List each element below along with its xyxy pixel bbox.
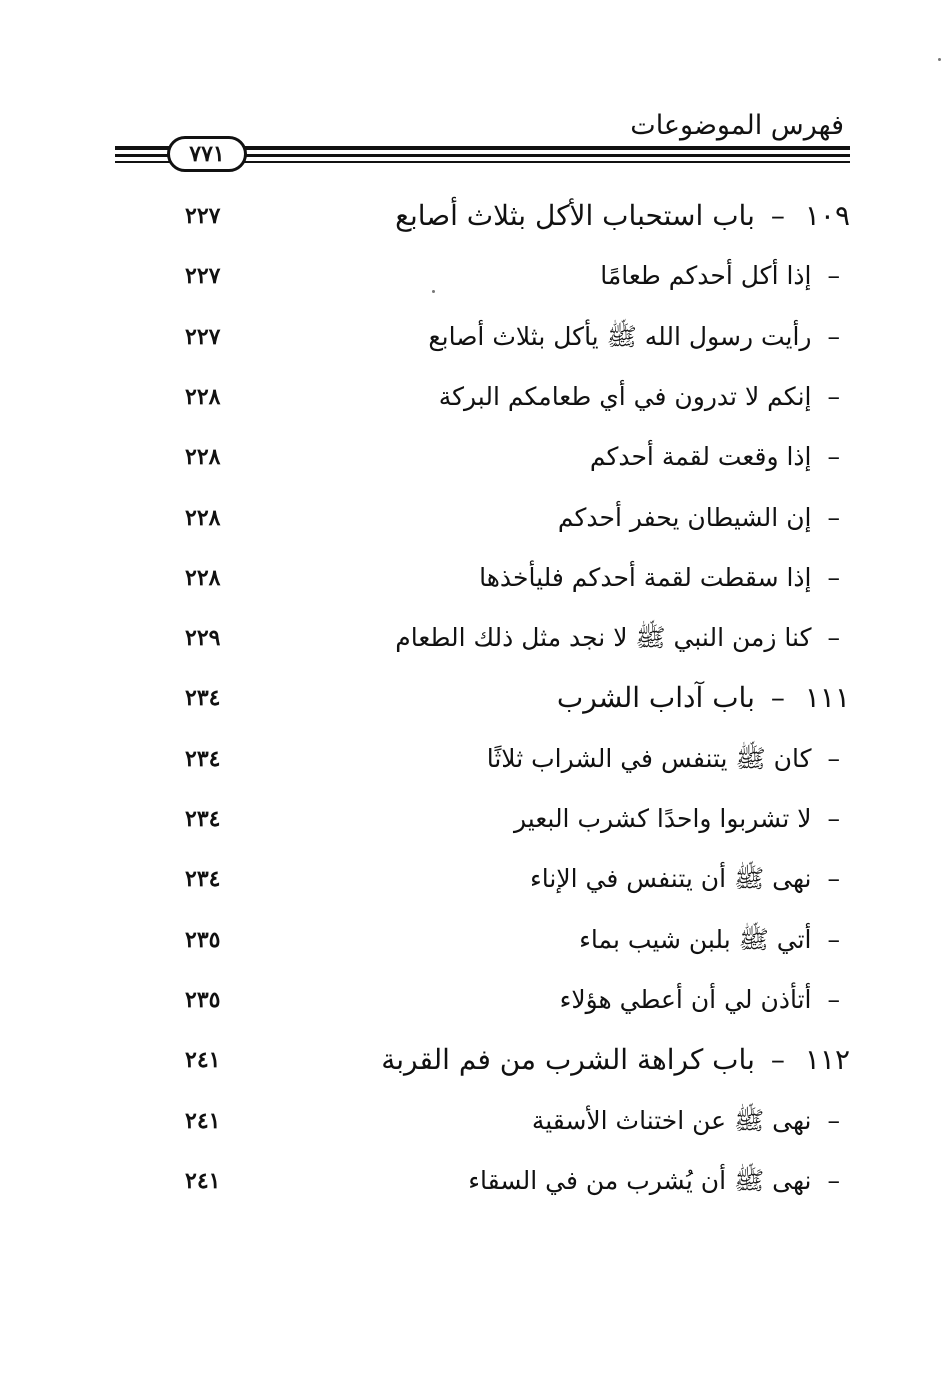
item-title: إن الشيطان يحفر أحدكم	[557, 503, 812, 532]
toc-entry-text	[487, 739, 850, 779]
entry-page-number: ٢٣٤	[185, 806, 221, 832]
toc-entry-text	[600, 256, 850, 296]
entry-page-number: ٢٣٤	[185, 746, 221, 772]
chapter-number: ١١٢	[804, 1043, 850, 1076]
entry-page-number: ٢٣٥	[185, 987, 221, 1013]
entry-dash: –	[827, 322, 840, 351]
entry-page-number: ٢٢٨	[185, 384, 221, 410]
toc-item-row	[0, 498, 952, 538]
entry-dash: –	[827, 864, 840, 893]
entry-dash: –	[827, 261, 840, 290]
toc-entry-text	[579, 920, 850, 960]
item-title: أتي ﷺ بلبن شيب بماء	[579, 925, 812, 954]
toc-item-row	[0, 618, 952, 658]
toc-entry-text	[439, 377, 850, 417]
entry-dash: –	[827, 804, 840, 833]
entry-page-number: ٢٣٤	[185, 866, 221, 892]
item-title: لا تشربوا واحدًا كشرب البعير	[514, 804, 812, 833]
toc-item-row	[0, 739, 952, 779]
toc-chapter-row	[0, 196, 952, 236]
entry-page-number: ٢٤١	[185, 1047, 221, 1073]
toc-entry-text	[557, 678, 850, 718]
item-title: إنكم لا تدرون في أي طعامكم البركة	[438, 382, 812, 411]
entry-page-number: ٢٢٧	[185, 324, 221, 350]
item-title: رأيت رسول الله ﷺ يأكل بثلاث أصابع	[428, 322, 812, 351]
entry-dash: –	[770, 1043, 785, 1076]
toc-item-row	[0, 799, 952, 839]
chapter-title: باب كراهة الشرب من فم القربة	[381, 1043, 755, 1076]
running-header-title: فهرس الموضوعات	[630, 110, 844, 141]
entry-page-number: ٢٢٧	[185, 203, 221, 229]
item-title: إذا سقطت لقمة أحدكم فليأخذها	[479, 563, 812, 592]
entry-page-number: ٢٢٨	[185, 444, 221, 470]
entry-dash: –	[827, 985, 840, 1014]
toc-entry-text	[381, 1040, 850, 1080]
entry-page-number: ٢٣٥	[185, 927, 221, 953]
toc-entry-text	[532, 1101, 850, 1141]
entry-page-number: ٢٤١	[185, 1168, 221, 1194]
entry-dash: –	[770, 199, 785, 232]
toc-item-row	[0, 920, 952, 960]
chapter-number: ١٠٩	[804, 199, 850, 232]
entry-dash: –	[827, 382, 840, 411]
toc-entry-text	[590, 437, 850, 477]
toc-item-row	[0, 558, 952, 598]
item-title: نهى ﷺ عن اختناث الأسقية	[531, 1106, 812, 1135]
toc-item-row	[0, 980, 952, 1020]
entry-page-number: ٢٢٨	[185, 565, 221, 591]
toc-item-row	[0, 1101, 952, 1141]
item-title: كنا زمن النبي ﷺ لا نجد مثل ذلك الطعام	[395, 623, 812, 652]
toc-entry-text	[428, 317, 850, 357]
chapter-title: باب آداب الشرب	[556, 681, 755, 714]
entry-dash: –	[770, 681, 785, 714]
stray-mark-top-right	[938, 58, 941, 61]
toc-entry-text	[395, 618, 850, 658]
item-title: إذا وقعت لقمة أحدكم	[589, 442, 812, 471]
entry-dash: –	[827, 1166, 840, 1195]
entry-dash: –	[827, 744, 840, 773]
toc-item-row	[0, 377, 952, 417]
entry-dash: –	[827, 442, 840, 471]
toc-entry-text	[514, 799, 850, 839]
item-title: إذا أكل أحدكم طعامًا	[600, 261, 812, 290]
toc-item-row	[0, 317, 952, 357]
entry-dash: –	[827, 503, 840, 532]
toc-entry-text	[468, 1161, 850, 1201]
entry-page-number: ٢٢٧	[185, 263, 221, 289]
entry-page-number: ٢٤١	[185, 1108, 221, 1134]
toc-item-row	[0, 859, 952, 899]
item-title: نهى ﷺ أن يُشرب من في السقاء	[468, 1166, 812, 1195]
entry-page-number: ٢٣٤	[185, 685, 221, 711]
toc-chapter-row	[0, 1040, 952, 1080]
chapter-number: ١١١	[804, 681, 850, 714]
entry-dash: –	[827, 1106, 840, 1135]
entry-dash: –	[827, 563, 840, 592]
item-title: أتأذن لي أن أعطي هؤلاء	[559, 985, 812, 1014]
chapter-title: باب استحباب الأكل بثلاث أصابع	[395, 199, 755, 232]
toc-item-row	[0, 256, 952, 296]
entry-dash: –	[827, 925, 840, 954]
entry-dash: –	[827, 623, 840, 652]
entry-page-number: ٢٢٩	[185, 625, 221, 651]
page-number-badge: ٧٧١	[167, 136, 247, 172]
toc-item-row	[0, 1161, 952, 1201]
toc-chapter-row	[0, 678, 952, 718]
toc-entry-text	[479, 558, 850, 598]
toc-entry-text	[560, 980, 850, 1020]
entry-page-number: ٢٢٨	[185, 505, 221, 531]
item-title: نهى ﷺ أن يتنفس في الإناء	[530, 864, 812, 893]
item-title: كان ﷺ يتنفس في الشراب ثلاثًا	[486, 744, 812, 773]
toc-item-row	[0, 437, 952, 477]
toc-entry-text	[530, 859, 850, 899]
toc-entry-text	[558, 498, 850, 538]
toc-entry-text	[395, 196, 850, 236]
